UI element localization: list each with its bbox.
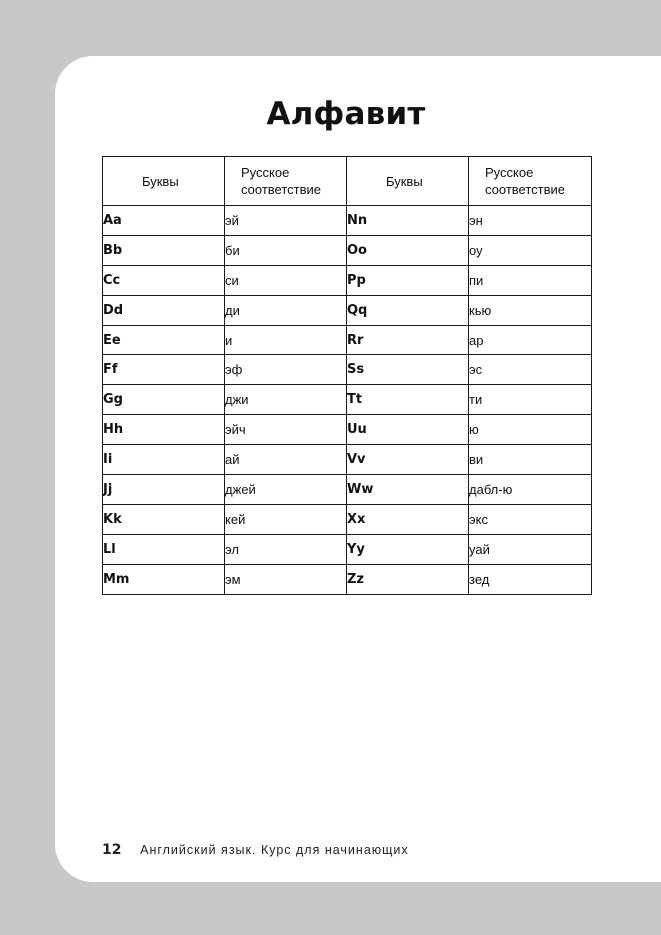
letter-cell: Yy [347,534,469,564]
table-row [103,475,592,505]
letter-cell: Kk [103,504,225,534]
table-row [103,265,592,295]
letter-cell: Bb [103,235,225,265]
pronunciation-cell: эм [225,564,347,594]
letter-cell: Cc [103,265,225,295]
pronunciation-cell: дабл-ю [469,475,592,505]
column-header-russian: Русское соответствие [225,157,347,206]
table-row [103,534,592,564]
pronunciation-cell: зед [469,564,592,594]
letter-cell: Gg [103,385,225,415]
pronunciation-cell: си [225,265,347,295]
pronunciation-cell: ти [469,385,592,415]
pronunciation-cell: джи [225,385,347,415]
pronunciation-cell: эн [469,206,592,236]
pronunciation-cell: и [225,325,347,355]
letter-cell: Qq [347,295,469,325]
pronunciation-cell: ю [469,415,592,445]
pronunciation-cell: эл [225,534,347,564]
table-row [103,206,592,236]
pronunciation-cell: кей [225,504,347,534]
table-row [103,295,592,325]
letter-cell: Dd [103,295,225,325]
table-row [103,504,592,534]
column-header-letters: Буквы [347,157,469,206]
letter-cell: Xx [347,504,469,534]
letter-cell: Ii [103,445,225,475]
table-row [103,415,592,445]
pronunciation-cell: уай [469,534,592,564]
pronunciation-cell: би [225,235,347,265]
letter-cell: Ee [103,325,225,355]
letter-cell: Vv [347,445,469,475]
table-row [103,355,592,385]
pronunciation-cell: эй [225,206,347,236]
letter-cell: Hh [103,415,225,445]
letter-cell: Mm [103,564,225,594]
pronunciation-cell: ви [469,445,592,475]
table-row [103,564,592,594]
letter-cell: Uu [347,415,469,445]
book-title: Английский язык. Курс для начинающих [140,843,409,857]
letter-cell: Aa [103,206,225,236]
page-number: 12 [102,842,122,858]
pronunciation-cell: эф [225,355,347,385]
column-header-letters: Буквы [103,157,225,206]
letter-cell: Ww [347,475,469,505]
letter-cell: Tt [347,385,469,415]
pronunciation-cell: экс [469,504,592,534]
pronunciation-cell: эс [469,355,592,385]
letter-cell: Oo [347,235,469,265]
table-row [103,235,592,265]
pronunciation-cell: джей [225,475,347,505]
pronunciation-cell: пи [469,265,592,295]
page-title: Алфавит [266,96,426,132]
letter-cell: Rr [347,325,469,355]
table-row [103,385,592,415]
table-header-row [103,157,592,206]
column-header-russian: Русское соответствие [469,157,592,206]
letter-cell: Ll [103,534,225,564]
pronunciation-cell: кью [469,295,592,325]
letter-cell: Jj [103,475,225,505]
alphabet-table [102,156,592,595]
pronunciation-cell: оу [469,235,592,265]
pronunciation-cell: эйч [225,415,347,445]
pronunciation-cell: ай [225,445,347,475]
table-row [103,445,592,475]
letter-cell: Ff [103,355,225,385]
table-row [103,325,592,355]
letter-cell: Ss [347,355,469,385]
pronunciation-cell: ди [225,295,347,325]
letter-cell: Pp [347,265,469,295]
letter-cell: Nn [347,206,469,236]
letter-cell: Zz [347,564,469,594]
page-footer [102,842,409,858]
pronunciation-cell: ар [469,325,592,355]
